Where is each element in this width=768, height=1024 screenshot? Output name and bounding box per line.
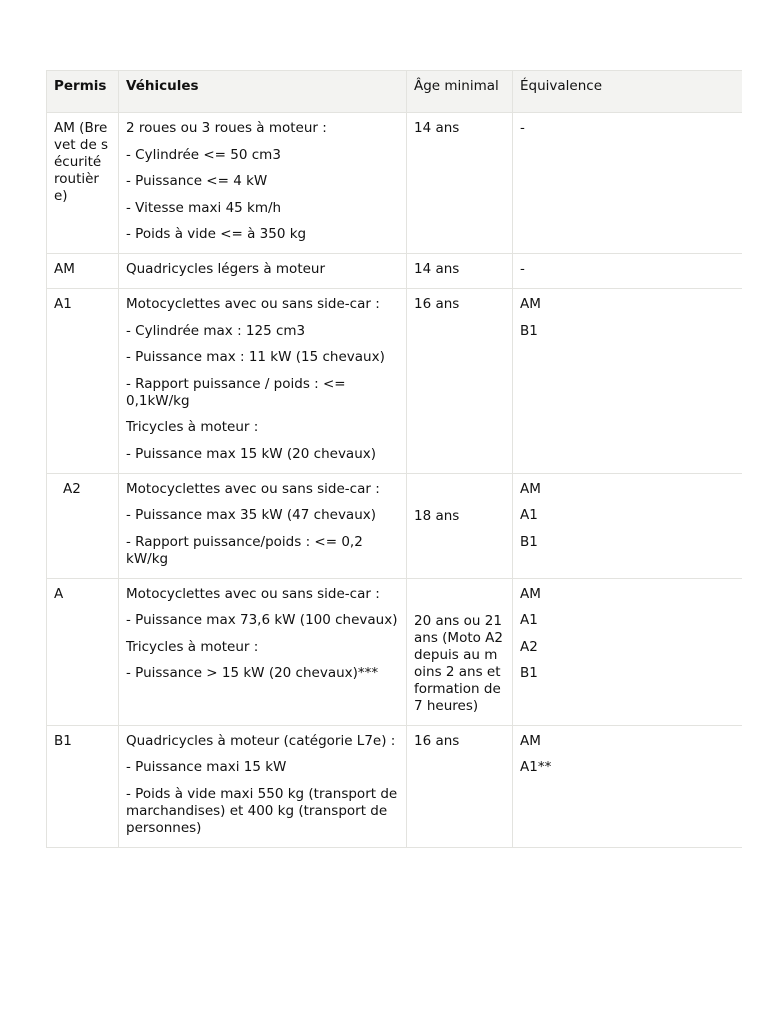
vehicule-line: 2 roues ou 3 roues à moteur : — [126, 120, 327, 136]
vehicule-line: - Puissance max 73,6 kW (100 chevaux) — [126, 612, 398, 628]
vehicule-line: - Vitesse maxi 45 km/h — [126, 199, 282, 216]
equivalence-item: AM — [520, 480, 541, 497]
table-row — [47, 113, 743, 254]
license-table — [46, 70, 742, 848]
vehicule-line: Tricycles à moteur : — [126, 638, 259, 655]
license-table-container — [46, 70, 742, 920]
vehicule-line: - Cylindrée max : 125 cm3 — [126, 322, 306, 339]
cell-equivalence — [513, 578, 743, 725]
vehicule-line: - Puissance max 35 kW (47 chevaux) — [126, 507, 377, 523]
cell-vehicules — [119, 725, 407, 847]
cell-permis: B1 — [47, 725, 119, 847]
equivalence-item: - — [520, 120, 525, 136]
equivalence-item: B1 — [520, 665, 538, 681]
header-equivalence: Équivalence — [513, 71, 743, 113]
cell-equivalence — [513, 473, 743, 578]
cell-permis: A2 — [47, 473, 119, 578]
table-row — [47, 254, 743, 289]
equivalence-item: AM — [520, 296, 541, 312]
vehicule-line: - Cylindrée <= 50 cm3 — [126, 146, 281, 163]
cell-age: 16 ans — [407, 725, 513, 847]
vehicule-line: - Puissance <= 4 kW — [126, 173, 268, 189]
vehicule-line: Quadricycles à moteur (catégorie L7e) : — [126, 732, 396, 749]
cell-age: 14 ans — [407, 113, 513, 254]
cell-equivalence — [513, 113, 743, 254]
cell-permis: AM — [47, 254, 119, 289]
vehicule-line: - Puissance > 15 kW (20 chevaux)*** — [126, 665, 379, 681]
cell-permis: A — [47, 578, 119, 725]
header-age: Âge minimal — [407, 71, 513, 113]
vehicule-line: - Rapport puissance / poids : <= 0,1kW/kg — [126, 375, 346, 409]
table-header-row — [47, 71, 743, 113]
vehicule-line: - Poids à vide maxi 550 kg (transport de marchandises) et 400 kg (transport de personnes) — [126, 785, 398, 836]
header-vehicules: Véhicules — [119, 71, 407, 113]
cell-age: 18 ans — [407, 473, 513, 578]
equivalence-item: AM — [520, 585, 541, 602]
table-row — [47, 578, 743, 725]
cell-permis: AM (Brevet de sécurité routière) — [47, 113, 119, 254]
vehicule-line: - Puissance maxi 15 kW — [126, 759, 287, 775]
cell-vehicules — [119, 254, 407, 289]
table-row — [47, 725, 743, 847]
table-row — [47, 473, 743, 578]
header-permis: Permis — [47, 71, 119, 113]
cell-vehicules — [119, 473, 407, 578]
vehicule-line: Motocyclettes avec ou sans side-car : — [126, 480, 380, 497]
cell-equivalence — [513, 254, 743, 289]
equivalence-item: - — [520, 261, 525, 277]
vehicule-line: Tricycles à moteur : — [126, 419, 259, 435]
cell-vehicules — [119, 113, 407, 254]
equivalence-item: A2 — [520, 638, 538, 655]
equivalence-item: B1 — [520, 533, 538, 550]
equivalence-item: A1 — [520, 507, 538, 523]
equivalence-item: AM — [520, 732, 541, 749]
table-row — [47, 289, 743, 474]
vehicule-line: - Rapport puissance/poids : <= 0,2 kW/kg — [126, 533, 363, 567]
equivalence-item: A1 — [520, 612, 538, 628]
vehicule-line: - Puissance max : 11 kW (15 chevaux) — [126, 349, 385, 365]
vehicule-line: - Poids à vide <= à 350 kg — [126, 226, 307, 242]
cell-equivalence — [513, 289, 743, 474]
vehicule-line: Motocyclettes avec ou sans side-car : — [126, 585, 380, 602]
equivalence-item: B1 — [520, 322, 538, 339]
vehicule-line: Quadricycles légers à moteur — [126, 261, 326, 277]
cell-permis: A1 — [47, 289, 119, 474]
cell-vehicules — [119, 578, 407, 725]
vehicule-line: Motocyclettes avec ou sans side-car : — [126, 296, 380, 312]
cell-age: 16 ans — [407, 289, 513, 474]
cell-equivalence — [513, 725, 743, 847]
equivalence-item: A1** — [520, 759, 552, 775]
cell-vehicules — [119, 289, 407, 474]
cell-age: 20 ans ou 21 ans (Moto A2 depuis au moins 2 ans et formation de 7 heures) — [407, 578, 513, 725]
vehicule-line: - Puissance max 15 kW (20 chevaux) — [126, 445, 377, 462]
cell-age: 14 ans — [407, 254, 513, 289]
